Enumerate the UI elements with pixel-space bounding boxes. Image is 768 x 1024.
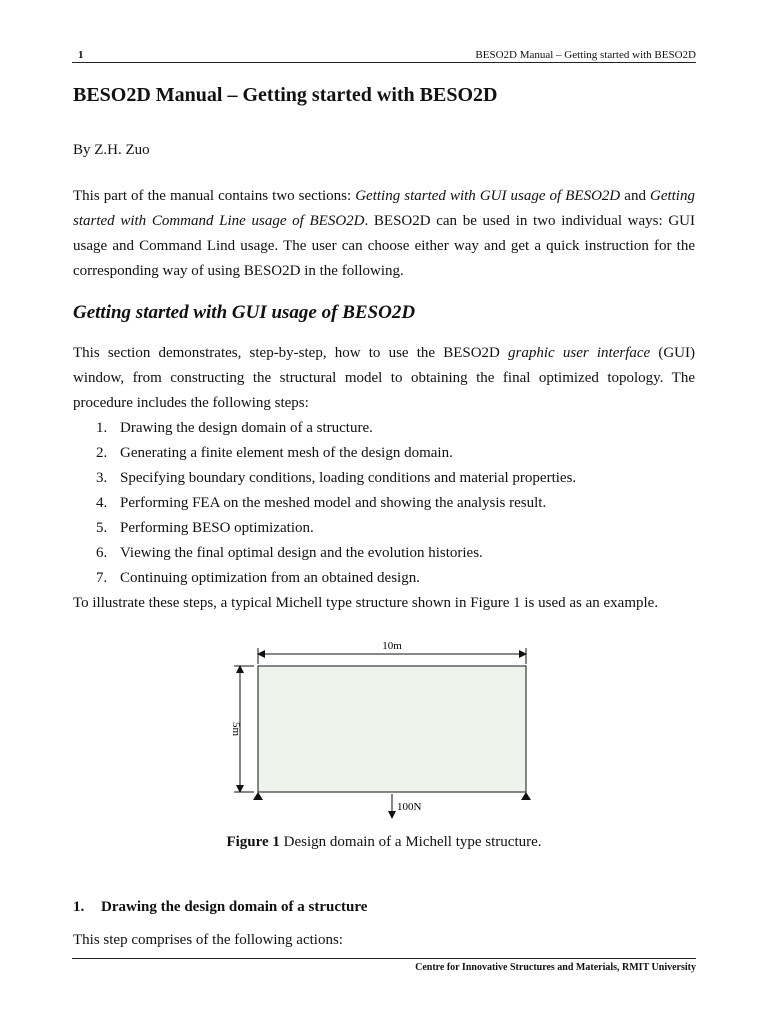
load-label: 100N: [397, 801, 422, 813]
gui-text-1: This section demonstrates, step-by-step, how to use the BESO2D: [73, 345, 509, 361]
steps-list: [96, 416, 576, 591]
gui-text-2: (GUI) window, from constructing the structural model to obtaining the final optimized topology. The procedure includes the following steps:: [73, 345, 695, 411]
header-page-number: 1: [78, 49, 84, 61]
intro-italic-2: Getting started with Command Line usage of BESO2D: [73, 188, 695, 229]
step-number: 2.: [96, 445, 108, 461]
list-item: [96, 466, 576, 491]
design-domain-rect: [258, 666, 526, 792]
design-domain-figure: [218, 634, 548, 824]
caption-text: Design domain of a Michell type structure.: [279, 834, 542, 850]
intro-text-3: . BESO2D can be used in two individual ways: GUI usage and Command Lind usage. The user can choose either way and get a quick instruction for the corresponding way of using BESO2D in the following.: [73, 213, 695, 279]
list-item: [96, 566, 576, 591]
subsection-heading: [73, 899, 367, 916]
step-number: 4.: [96, 495, 108, 511]
caption-label: Figure 1: [226, 834, 280, 850]
step-text: Viewing the final optimal design and the evolution histories.: [120, 545, 483, 561]
list-item: [96, 441, 576, 466]
step-text: Continuing optimization from an obtained design.: [120, 570, 420, 586]
figure-caption: [0, 834, 768, 851]
list-item: [96, 541, 576, 566]
right-support-icon: [521, 792, 531, 800]
step-text: Generating a finite element mesh of the design domain.: [120, 445, 453, 461]
header-running-title: BESO2D Manual – Getting started with BESO2D: [475, 49, 696, 61]
footer-rule: [72, 958, 696, 959]
intro-text-1: This part of the manual contains two sections:: [73, 188, 356, 204]
left-support-icon: [253, 792, 263, 800]
document-title: BESO2D Manual – Getting started with BESO2D: [73, 84, 498, 106]
author-line: By Z.H. Zuo: [73, 142, 150, 158]
step-text: Performing BESO optimization.: [120, 520, 314, 536]
subsection-number: 1.: [73, 899, 85, 915]
section-title-gui: Getting started with GUI usage of BESO2D: [73, 302, 416, 323]
gui-italic-1: graphic user interface: [508, 345, 651, 361]
step-number: 3.: [96, 470, 108, 486]
step-number: 5.: [96, 520, 108, 536]
subsection-paragraph: This step comprises of the following actions:: [73, 932, 343, 948]
list-item: [96, 416, 576, 441]
step-number: 1.: [96, 420, 108, 436]
step-text: Performing FEA on the meshed model and showing the analysis result.: [120, 495, 547, 511]
subsection-title: Drawing the design domain of a structure: [101, 899, 368, 915]
intro-paragraph: [73, 184, 695, 284]
gui-paragraph: [73, 341, 695, 416]
header-rule: [72, 62, 696, 63]
step-text: Drawing the design domain of a structure.: [120, 420, 373, 436]
width-label: 10m: [382, 640, 402, 652]
step-number: 6.: [96, 545, 108, 561]
footer-text: Centre for Innovative Structures and Materials, RMIT University: [415, 962, 696, 973]
step-number: 7.: [96, 570, 108, 586]
list-item: [96, 491, 576, 516]
step-text: Specifying boundary conditions, loading conditions and material properties.: [120, 470, 577, 486]
illustrate-paragraph: To illustrate these steps, a typical Michell type structure shown in Figure 1 is used as an example.: [73, 595, 659, 611]
intro-italic-1: Getting started with GUI usage of BESO2D: [355, 188, 621, 204]
height-label: 5m: [230, 721, 242, 737]
list-item: [96, 516, 576, 541]
intro-text-2: and: [620, 188, 650, 204]
